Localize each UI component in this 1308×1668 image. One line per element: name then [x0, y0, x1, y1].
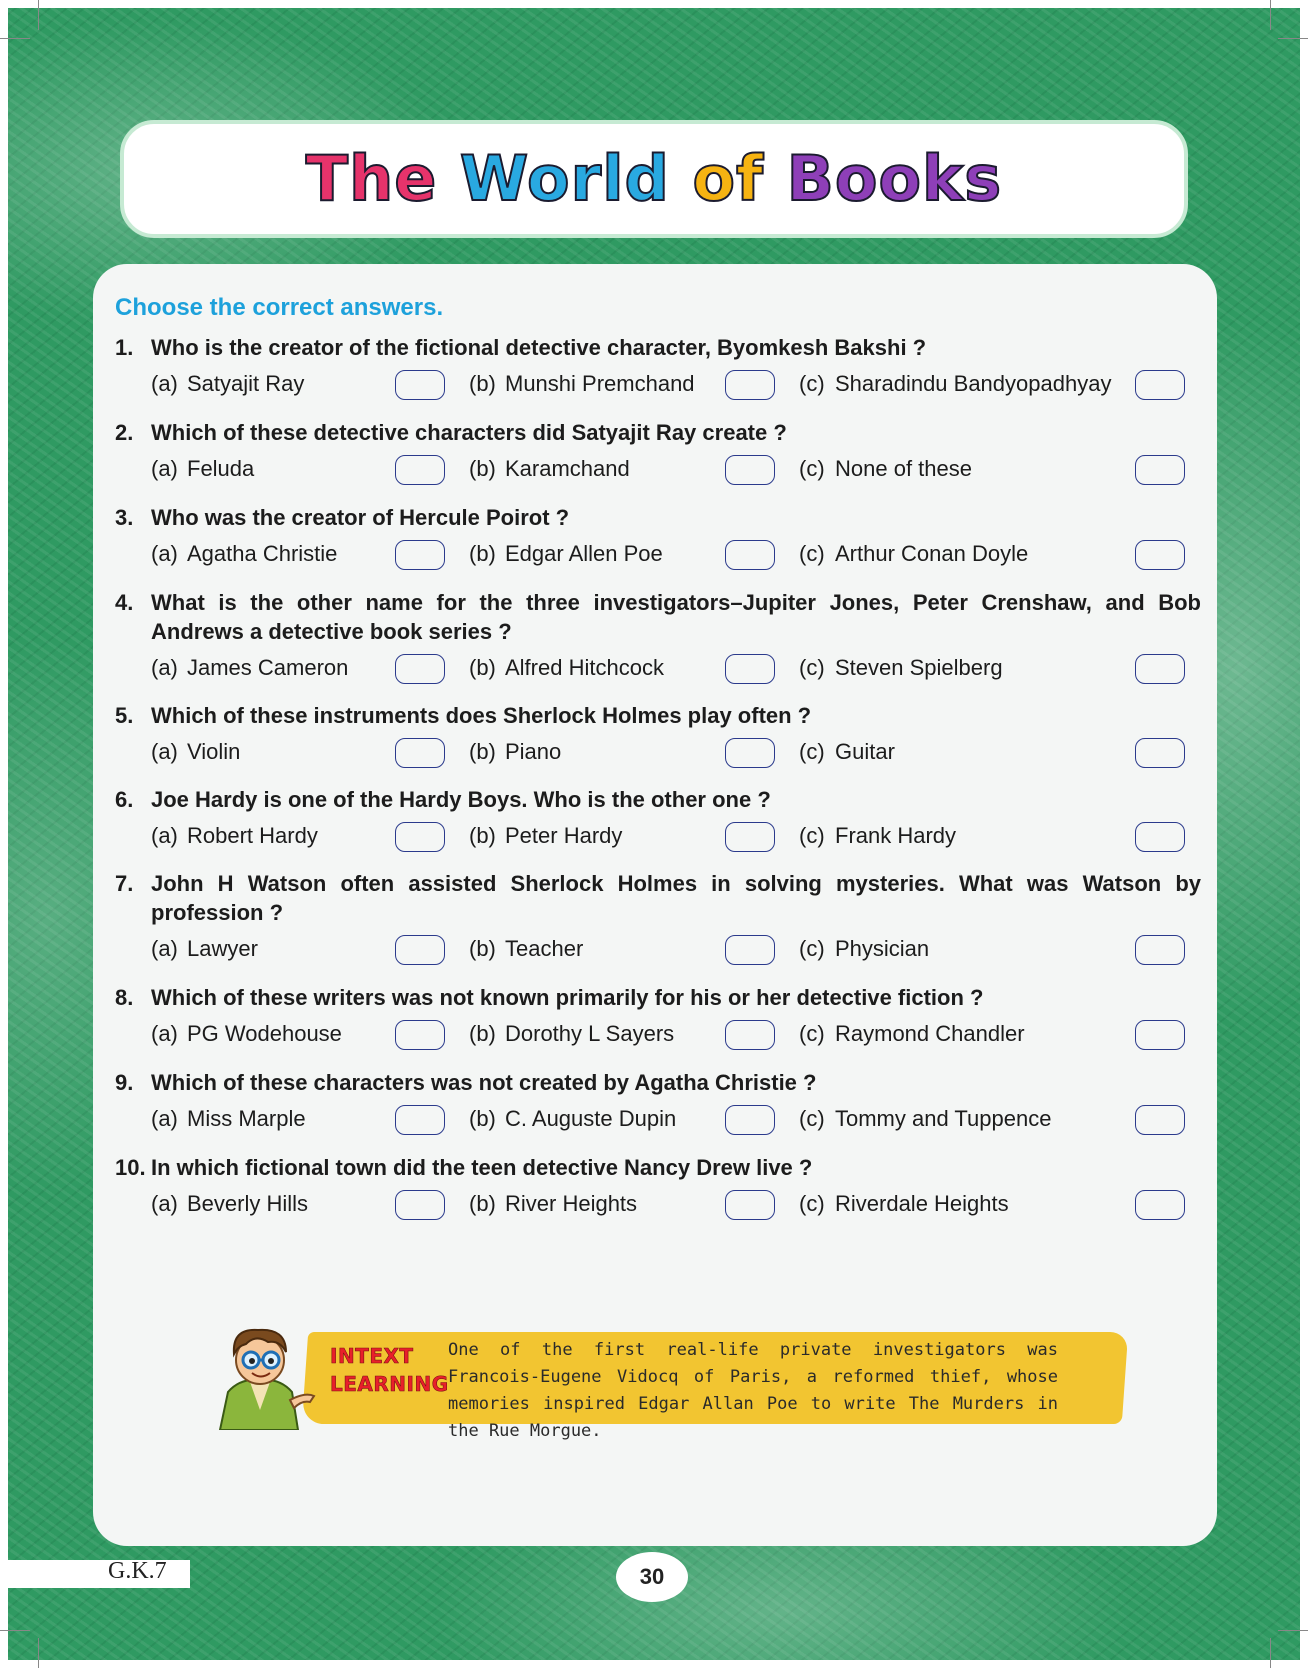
option-text: Satyajit Ray: [187, 371, 305, 396]
crop-mark: [38, 0, 39, 30]
option-text: Beverly Hills: [187, 1191, 309, 1216]
option-text: C. Auguste Dupin: [505, 1106, 677, 1131]
option-text: Sharadindu Bandyopadhyay: [835, 371, 1112, 396]
answer-checkbox[interactable]: [395, 455, 445, 485]
answer-option: [151, 655, 348, 681]
answer-checkbox[interactable]: [395, 1020, 445, 1050]
option-text: Physician: [835, 936, 930, 961]
intext-heading-line: LEARNING: [330, 1372, 449, 1396]
answer-option: [799, 655, 1003, 681]
answer-option: [151, 371, 304, 397]
option-text: PG Wodehouse: [187, 1021, 342, 1046]
option-text: Munshi Premchand: [505, 371, 695, 396]
answer-option: [799, 1106, 1051, 1132]
answer-checkbox[interactable]: [395, 1190, 445, 1220]
answer-checkbox[interactable]: [725, 822, 775, 852]
question-text: John H Watson often assisted Sherlock Holmes in solving mysteries. What was Watson by profession ?: [151, 871, 1201, 925]
book-code-label: [0, 1560, 190, 1588]
title-word: of: [692, 142, 765, 215]
option-label: (b): [469, 823, 496, 848]
question-text: Which of these writers was not known primarily for his or her detective fiction ?: [151, 985, 984, 1010]
answer-option: [151, 1021, 342, 1047]
option-text: Edgar Allen Poe: [505, 541, 663, 566]
question-text: Who was the creator of Hercule Poirot ?: [151, 505, 570, 530]
answer-option: [799, 823, 956, 849]
answer-option: [151, 823, 318, 849]
option-text: Miss Marple: [187, 1106, 306, 1131]
answer-checkbox[interactable]: [725, 540, 775, 570]
answer-option: [469, 456, 630, 482]
answer-checkbox[interactable]: [1135, 738, 1185, 768]
answer-checkbox[interactable]: [725, 370, 775, 400]
answer-checkbox[interactable]: [395, 935, 445, 965]
option-text: Robert Hardy: [187, 823, 318, 848]
crop-mark: [0, 38, 30, 39]
question-number: 10.: [115, 1155, 146, 1180]
option-label: (b): [469, 739, 496, 764]
intext-heading-line: INTEXT: [330, 1344, 414, 1368]
answer-option: [151, 936, 258, 962]
option-text: James Cameron: [187, 655, 349, 680]
answer-option: [469, 541, 663, 567]
answer-option: [469, 1021, 674, 1047]
question-text: Which of these characters was not created by Agatha Christie ?: [151, 1070, 817, 1095]
option-text: Peter Hardy: [505, 823, 623, 848]
answer-checkbox[interactable]: [725, 738, 775, 768]
option-label: (c): [799, 936, 825, 961]
answer-checkbox[interactable]: [1135, 455, 1185, 485]
option-text: None of these: [835, 456, 972, 481]
answer-checkbox[interactable]: [1135, 540, 1185, 570]
answer-checkbox[interactable]: [1135, 1020, 1185, 1050]
question-text: Who is the creator of the fictional detective character, Byomkesh Bakshi ?: [151, 335, 927, 360]
option-label: (a): [151, 823, 178, 848]
detective-boy-icon: [210, 1320, 320, 1430]
answer-option: [799, 456, 972, 482]
option-label: (b): [469, 541, 496, 566]
option-label: (a): [151, 1106, 178, 1131]
question-number: 5.: [115, 703, 134, 728]
title-word: World: [459, 142, 670, 215]
option-text: Violin: [187, 739, 241, 764]
title-banner: [120, 120, 1188, 238]
crop-mark: [0, 1630, 30, 1631]
answer-option: [151, 456, 254, 482]
question-text: Which of these instruments does Sherlock Holmes play often ?: [151, 703, 812, 728]
answer-option: [799, 541, 1028, 567]
answer-option: [799, 739, 895, 765]
question-text: In which fictional town did the teen detective Nancy Drew live ?: [151, 1155, 813, 1180]
question-number: 2.: [115, 420, 134, 445]
crop-mark: [1278, 1630, 1308, 1631]
question-number: 4.: [115, 590, 134, 615]
option-text: Dorothy L Sayers: [505, 1021, 675, 1046]
option-label: (a): [151, 541, 178, 566]
option-label: (a): [151, 936, 178, 961]
option-label: (c): [799, 1191, 825, 1216]
option-label: (c): [799, 1106, 825, 1131]
instruction-text: Choose the correct answers.: [115, 294, 444, 321]
answer-checkbox[interactable]: [395, 1105, 445, 1135]
answer-checkbox[interactable]: [725, 935, 775, 965]
answer-checkbox[interactable]: [725, 1020, 775, 1050]
option-label: (c): [799, 823, 825, 848]
option-label: (a): [151, 739, 178, 764]
answer-checkbox[interactable]: [395, 738, 445, 768]
option-text: Feluda: [187, 456, 255, 481]
answer-checkbox[interactable]: [725, 654, 775, 684]
option-text: Karamchand: [505, 456, 630, 481]
option-text: Steven Spielberg: [835, 655, 1003, 680]
crop-mark: [1270, 0, 1271, 30]
answer-checkbox[interactable]: [395, 540, 445, 570]
title-word: Books: [786, 142, 1003, 215]
option-text: Alfred Hitchcock: [505, 655, 664, 680]
answer-checkbox[interactable]: [1135, 370, 1185, 400]
question-text: What is the other name for the three investigators–Jupiter Jones, Peter Crenshaw, and Bob Andrews a detective book series ?: [151, 590, 1201, 644]
intext-learning-box: [210, 1320, 1110, 1441]
option-label: (a): [151, 371, 178, 396]
answer-checkbox[interactable]: [1135, 935, 1185, 965]
option-label: (c): [799, 541, 825, 566]
answer-option: [469, 655, 664, 681]
answer-checkbox[interactable]: [1135, 822, 1185, 852]
option-label: (b): [469, 1191, 496, 1216]
answer-checkbox[interactable]: [395, 370, 445, 400]
answer-option: [799, 1191, 1009, 1217]
option-text: Guitar: [835, 739, 895, 764]
answer-checkbox[interactable]: [395, 822, 445, 852]
answer-checkbox[interactable]: [725, 455, 775, 485]
option-text: Tommy and Tuppence: [835, 1106, 1052, 1131]
question-number: 3.: [115, 505, 134, 530]
option-text: Teacher: [505, 936, 584, 961]
option-text: Riverdale Heights: [835, 1191, 1009, 1216]
question-number: 7.: [115, 871, 134, 896]
answer-option: [469, 739, 561, 765]
title-word: The: [305, 142, 438, 215]
option-label: (b): [469, 1106, 496, 1131]
option-label: (c): [799, 655, 825, 680]
option-label: (b): [469, 456, 496, 481]
option-label: (a): [151, 655, 178, 680]
crop-mark: [38, 1638, 39, 1668]
option-label: (c): [799, 739, 825, 764]
answer-checkbox[interactable]: [725, 1105, 775, 1135]
answer-checkbox[interactable]: [1135, 654, 1185, 684]
option-label: (b): [469, 371, 496, 396]
option-text: Lawyer: [187, 936, 258, 961]
answer-option: [799, 1021, 1025, 1047]
option-label: (c): [799, 1021, 825, 1046]
question-text: Which of these detective characters did Satyajit Ray create ?: [151, 420, 787, 445]
option-text: Frank Hardy: [835, 823, 957, 848]
page-title: [124, 142, 1184, 215]
intext-body: One of the first real-life private investigators was Francois-Eugene Vidocq of Paris, a reformed thief, whose memories inspired Edgar Allan Poe to write The Murders in the Rue Morgue.: [448, 1340, 1058, 1441]
option-label: (c): [799, 456, 825, 481]
answer-option: [799, 371, 1111, 397]
answer-option: [469, 1191, 637, 1217]
intext-heading: [330, 1342, 449, 1398]
answer-option: [469, 371, 695, 397]
answer-checkbox[interactable]: [1135, 1190, 1185, 1220]
page-number: 30: [616, 1552, 688, 1602]
answer-option: [469, 936, 583, 962]
option-text: Agatha Christie: [187, 541, 338, 566]
answer-option: [151, 1191, 308, 1217]
option-label: (a): [151, 1191, 178, 1216]
question-number: 6.: [115, 787, 134, 812]
option-text: Raymond Chandler: [835, 1021, 1025, 1046]
option-label: (a): [151, 456, 178, 481]
question-number: 9.: [115, 1070, 134, 1095]
question-number: 1.: [115, 335, 134, 360]
answer-checkbox[interactable]: [725, 1190, 775, 1220]
answer-option: [469, 823, 622, 849]
option-text: Piano: [505, 739, 562, 764]
option-label: (c): [799, 371, 825, 396]
book-code: G.K.7: [108, 1558, 167, 1584]
option-label: (a): [151, 1021, 178, 1046]
answer-option: [469, 1106, 676, 1132]
option-text: Arthur Conan Doyle: [835, 541, 1029, 566]
question-number: 8.: [115, 985, 134, 1010]
option-text: River Heights: [505, 1191, 638, 1216]
answer-option: [151, 1106, 306, 1132]
question-text: Joe Hardy is one of the Hardy Boys. Who is the other one ?: [151, 787, 771, 812]
answer-checkbox[interactable]: [1135, 1105, 1185, 1135]
answer-option: [799, 936, 929, 962]
crop-mark: [1270, 1638, 1271, 1668]
answer-option: [151, 739, 240, 765]
option-label: (b): [469, 1021, 496, 1046]
option-label: (b): [469, 655, 496, 680]
answer-option: [151, 541, 337, 567]
answer-checkbox[interactable]: [395, 654, 445, 684]
option-label: (b): [469, 936, 496, 961]
crop-mark: [1278, 38, 1308, 39]
